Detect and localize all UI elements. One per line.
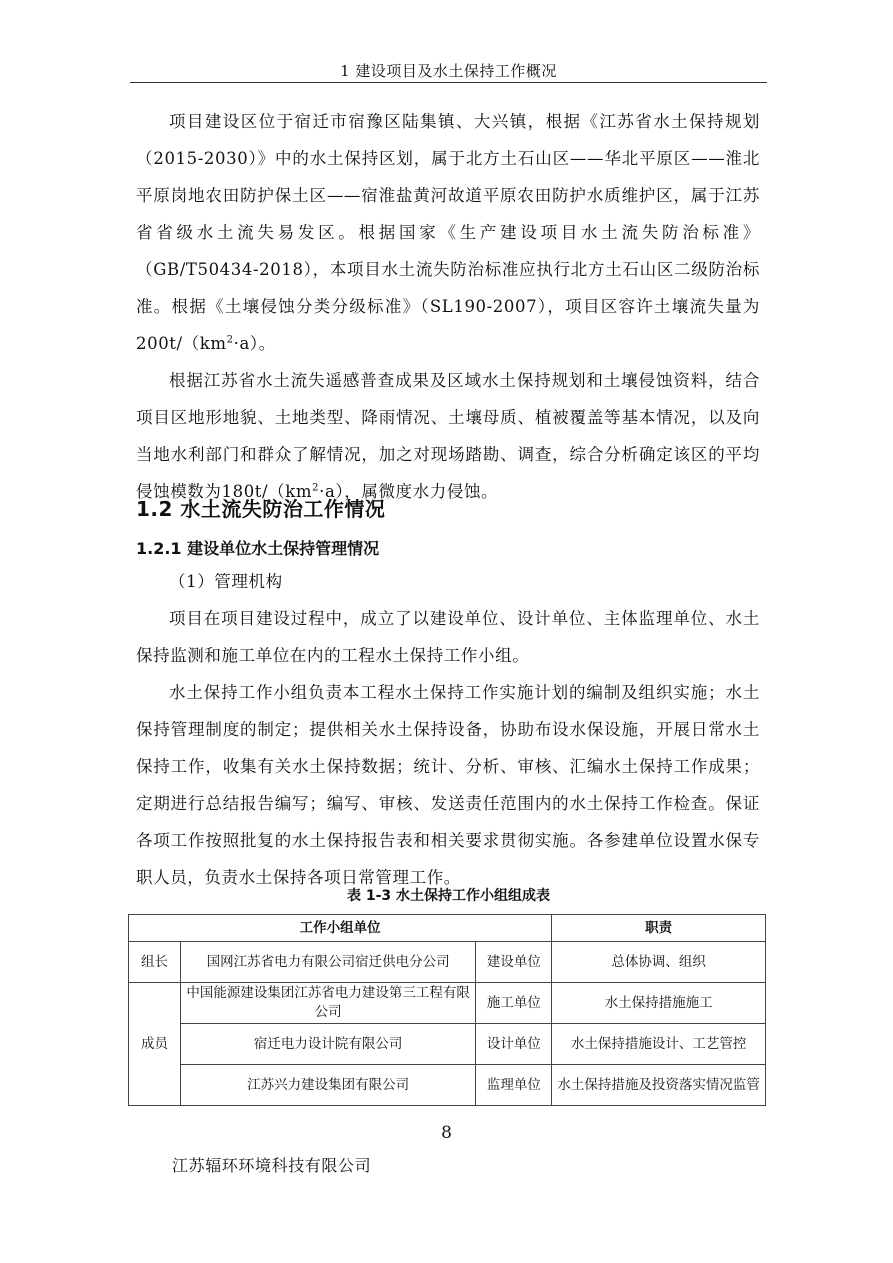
paragraph-soil-zoning <box>136 103 760 362</box>
org-duty: 水土保持措施及投资落实情况监管 <box>552 1065 766 1106</box>
item-label: （1）管理机构 <box>169 572 283 591</box>
org-type: 监理单位 <box>476 1065 552 1106</box>
subsection-heading-1-2-1: 1.2.1 建设单位水土保持管理情况 <box>136 539 380 558</box>
paragraph-text: 根据江苏省水土流失遥感普查成果及区域水土保持规划和土壤侵蚀资料，结合项目区地形地貌、土地类型、降雨情况、土壤母质、植被覆盖等基本情况，以及向当地水利部门和群众了解情况，加之对现场踏勘、调查，综合分析确定该区的平均侵蚀模数为180t/（km <box>136 371 760 501</box>
table-row <box>129 942 766 983</box>
superscript: 2 <box>312 482 320 494</box>
role-member: 成员 <box>129 983 181 1106</box>
running-header: 1 建设项目及水土保持工作概况 <box>340 62 557 80</box>
org-name: 国网江苏省电力有限公司宿迁供电分公司 <box>180 942 475 983</box>
header-duty: 职责 <box>552 915 766 942</box>
role-leader: 组长 <box>129 942 181 983</box>
company-footer: 江苏辐环环境科技有限公司 <box>172 1156 372 1175</box>
paragraph-text: ·a），属微度水力侵蚀。 <box>319 482 499 501</box>
org-duty: 总体协调、组织 <box>552 942 766 983</box>
table-row <box>129 1024 766 1065</box>
org-type: 设计单位 <box>476 1024 552 1065</box>
paragraph-working-group: 项目在项目建设过程中，成立了以建设单位、设计单位、主体监理单位、水土保持监测和施工单位在内的工程水土保持工作小组。 <box>136 609 760 665</box>
section-1-2-1-body <box>136 563 760 896</box>
table-row <box>129 983 766 1024</box>
table-header-row <box>129 915 766 942</box>
table-caption: 表 1-3 水土保持工作小组组成表 <box>346 888 551 904</box>
paragraph-erosion-modulus <box>136 362 760 510</box>
org-name: 宿迁电力设计院有限公司 <box>180 1024 475 1065</box>
section-1-1-continuation <box>136 103 760 510</box>
paragraph-group-duties: 水土保持工作小组负责本工程水土保持工作实施计划的编制及组织实施；水土保持管理制度的制定；提供相关水土保持设备，协助布设水保设施，开展日常水土保持工作，收集有关水土保持数据；统计、分析、审核、汇编水土保持工作成果；定期进行总结报告编写；编写、审核、发送责任范围内的水土保持工作检查。保证各项工作按照批复的水土保持报告表和相关要求贯彻实施。各参建单位设置水保专职人员，负责水土保持各项日常管理工作。 <box>136 683 760 887</box>
header-unit: 工作小组单位 <box>129 915 552 942</box>
org-name: 中国能源建设集团江苏省电力建设第三工程有限公司 <box>180 983 475 1024</box>
org-name: 江苏兴力建设集团有限公司 <box>180 1065 475 1106</box>
page-number: 8 <box>441 1123 452 1143</box>
org-duty: 水土保持措施设计、工艺管控 <box>552 1024 766 1065</box>
paragraph-text: 项目建设区位于宿迁市宿豫区陆集镇、大兴镇，根据《江苏省水土保持规划（2015-2030）》中的水土保持区划，属于北方土石山区——华北平原区——淮北平原岗地农田防护保土区——宿淮盐黄河故道平原农田防护水质维护区，属于江苏省省级水土流失易发区。根据国家《生产建设项目水土流失防治标准》（GB/T50434-2018），本项目水土流失防治标准应执行北方土石山区二级防治标准。根据《土壤侵蚀分类分级标准》（SL190-2007），项目区容许土壤流失量为200t/（km <box>136 112 760 353</box>
working-group-table <box>128 914 766 1106</box>
section-heading-1-2: 1.2 水土流失防治工作情况 <box>136 497 386 521</box>
paragraph-text: ·a）。 <box>233 334 276 353</box>
org-type: 建设单位 <box>476 942 552 983</box>
superscript: 2 <box>226 334 234 346</box>
table-row <box>129 1065 766 1106</box>
org-type: 施工单位 <box>476 983 552 1024</box>
header-rule <box>130 82 767 83</box>
org-duty: 水土保持措施施工 <box>552 983 766 1024</box>
